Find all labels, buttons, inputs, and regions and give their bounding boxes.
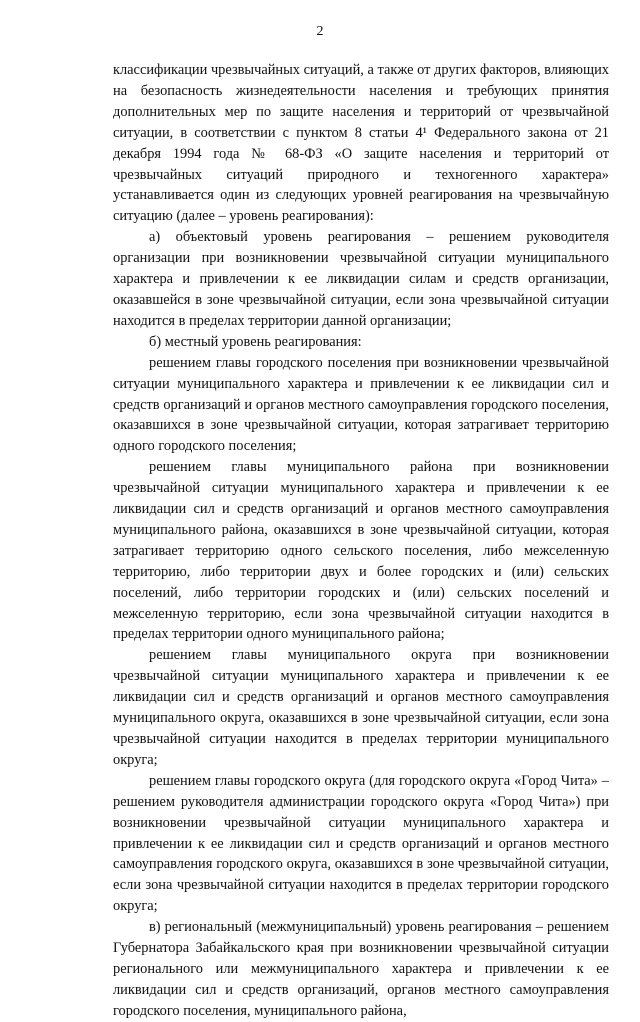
paragraph-intro: классификации чрезвычайных ситуаций, а также от других факторов, влияющих на безопасность жизнедеятельности населения и требующих принятия дополнительных мер по защите населения и территорий от чрезвычайной ситуации, в соответствии с пунктом 8 статьи 4¹ Федерального закона от 21 декабря 1994 года № 68-ФЗ «О защите населения и территорий от чрезвычайных ситуаций природного и техногенного характера» устанавливается один из следующих уровней реагирования на чрезвычайную ситуацию (далее – уровень реагирования): [113,62,609,225]
paragraph-municipal-okrug: решением главы муниципального округа при возникновении чрезвычайной ситуации муниципального характера и привлечении к ее ликвидации сил и средств организаций и органов местного самоуправления муниципального округа, оказавшихся в зоне чрезвычайной ситуации, если зона чрезвычайной ситуации находится в пределах территории муниципального округа; [113,647,609,768]
paragraph-municipal-district: решением главы муниципального района при возникновении чрезвычайной ситуации муниципального характера и привлечении к ее ликвидации сил и средств организаций и органов местного самоуправления муниципального района, оказавшихся в зоне чрезвычайной ситуации, которая затрагивает территорию одного сельского поселения, либо межселенную территорию, либо территории двух и более городских и (или) сельских поселений, либо территории городских и (или) сельских поселений и межселенную территорию, если зона чрезвычайной ситуации находится в пределах территории одного муниципального района; [113,459,609,643]
document-body [113,60,609,1022]
paragraph-urban-okrug: решением главы городского округа (для городского округа «Город Чита» – решением руководителя администрации городского округа «Город Чита») при возникновении чрезвычайной ситуации муниципального характера и привлечении к ее ликвидации сил и средств организаций и органов местного самоуправления городского округа, оказавшихся в зоне чрезвычайной ситуации, если зона чрезвычайной ситуации находится в пределах территории городского округа; [113,772,609,915]
page-number: 2 [316,24,324,39]
paragraph-local-level-heading: б) местный уровень реагирования: [149,333,362,350]
paragraph-object-level: а) объектовый уровень реагирования – решением руководителя организации при возникновении чрезвычайной ситуации муниципального характера и привлечении к ее ликвидации силам и средств организации, оказавшейся в зоне чрезвычайной ситуации, если зона чрезвычайной ситуации находится в пределах территории данной организации; [113,229,609,329]
paragraph-urban-settlement: решением главы городского поселения при возникновении чрезвычайной ситуации муниципального характера и привлечении к ее ликвидации сил и средств организаций и органов местного самоуправления городского поселения, оказавшихся в зоне чрезвычайной ситуации, которая затрагивает территорию одного городского поселения; [113,354,609,455]
paragraph-regional-level: в) региональный (межмуниципальный) уровень реагирования – решением Губернатора Забайкальского края при возникновении чрезвычайной ситуации регионального или межмуниципального характера и привлечении к ее ликвидации сил и средств организаций, органов местного самоуправления городского поселения, муниципального района, [113,919,609,1019]
